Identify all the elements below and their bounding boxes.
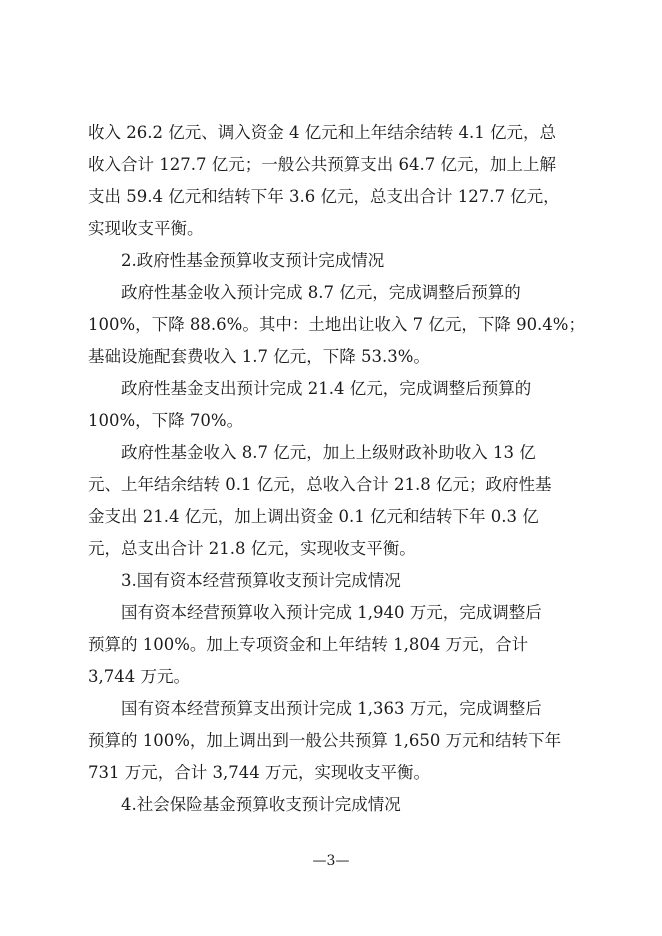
- text-line: 收入合计 127.7 亿元；一般公共预算支出 64.7 亿元，加上上解: [88, 155, 556, 174]
- text-line: 元，总支出合计 21.8 亿元，实现收支平衡。: [88, 539, 416, 558]
- page-number: —3—: [312, 853, 350, 869]
- section-heading-4: 4.社会保险基金预算收支预计完成情况: [121, 795, 401, 814]
- text-line: 731 万元，合计 3,744 万元，实现收支平衡。: [88, 763, 430, 782]
- text-line: 预算的 100%，加上调出到一般公共预算 1,650 万元和结转下年: [88, 731, 562, 750]
- text-line: 国有资本经营预算收入预计完成 1,940 万元，完成调整后: [121, 603, 542, 622]
- section-heading-2: 2.政府性基金预算收支预计完成情况: [121, 251, 385, 270]
- body-text: [88, 117, 588, 821]
- text-line: 100%，下降 88.6%。其中：土地出让收入 7 亿元，下降 90.4%；: [88, 315, 585, 334]
- text-line: 3,744 万元。: [88, 667, 190, 686]
- text-line: 收入 26.2 亿元、调入资金 4 亿元和上年结余结转 4.1 亿元，总: [88, 123, 556, 142]
- text-line: 支出 59.4 亿元和结转下年 3.6 亿元，总支出合计 127.7 亿元，: [88, 187, 560, 206]
- text-line: 预算的 100%。加上专项资金和上年结转 1,804 万元，合计: [88, 635, 529, 654]
- text-line: 金支出 21.4 亿元，加上调出资金 0.1 亿元和结转下年 0.3 亿: [88, 507, 539, 526]
- section-heading-3: 3.国有资本经营预算收支预计完成情况: [121, 571, 401, 590]
- text-line: 实现收支平衡。: [88, 219, 204, 238]
- text-line: 政府性基金收入 8.7 亿元，加上上级财政补助收入 13 亿: [121, 443, 536, 462]
- text-line: 政府性基金收入预计完成 8.7 亿元，完成调整后预算的: [121, 283, 521, 302]
- text-line: 基础设施配套费收入 1.7 亿元，下降 53.3%。: [88, 347, 430, 366]
- text-line: 国有资本经营预算支出预计完成 1,363 万元，完成调整后: [121, 699, 542, 718]
- text-line: 政府性基金支出预计完成 21.4 亿元，完成调整后预算的: [121, 379, 532, 398]
- text-line: 100%，下降 70%。: [88, 411, 244, 430]
- text-line: 元、上年结余结转 0.1 亿元，总收入合计 21.8 亿元；政府性基: [88, 475, 552, 494]
